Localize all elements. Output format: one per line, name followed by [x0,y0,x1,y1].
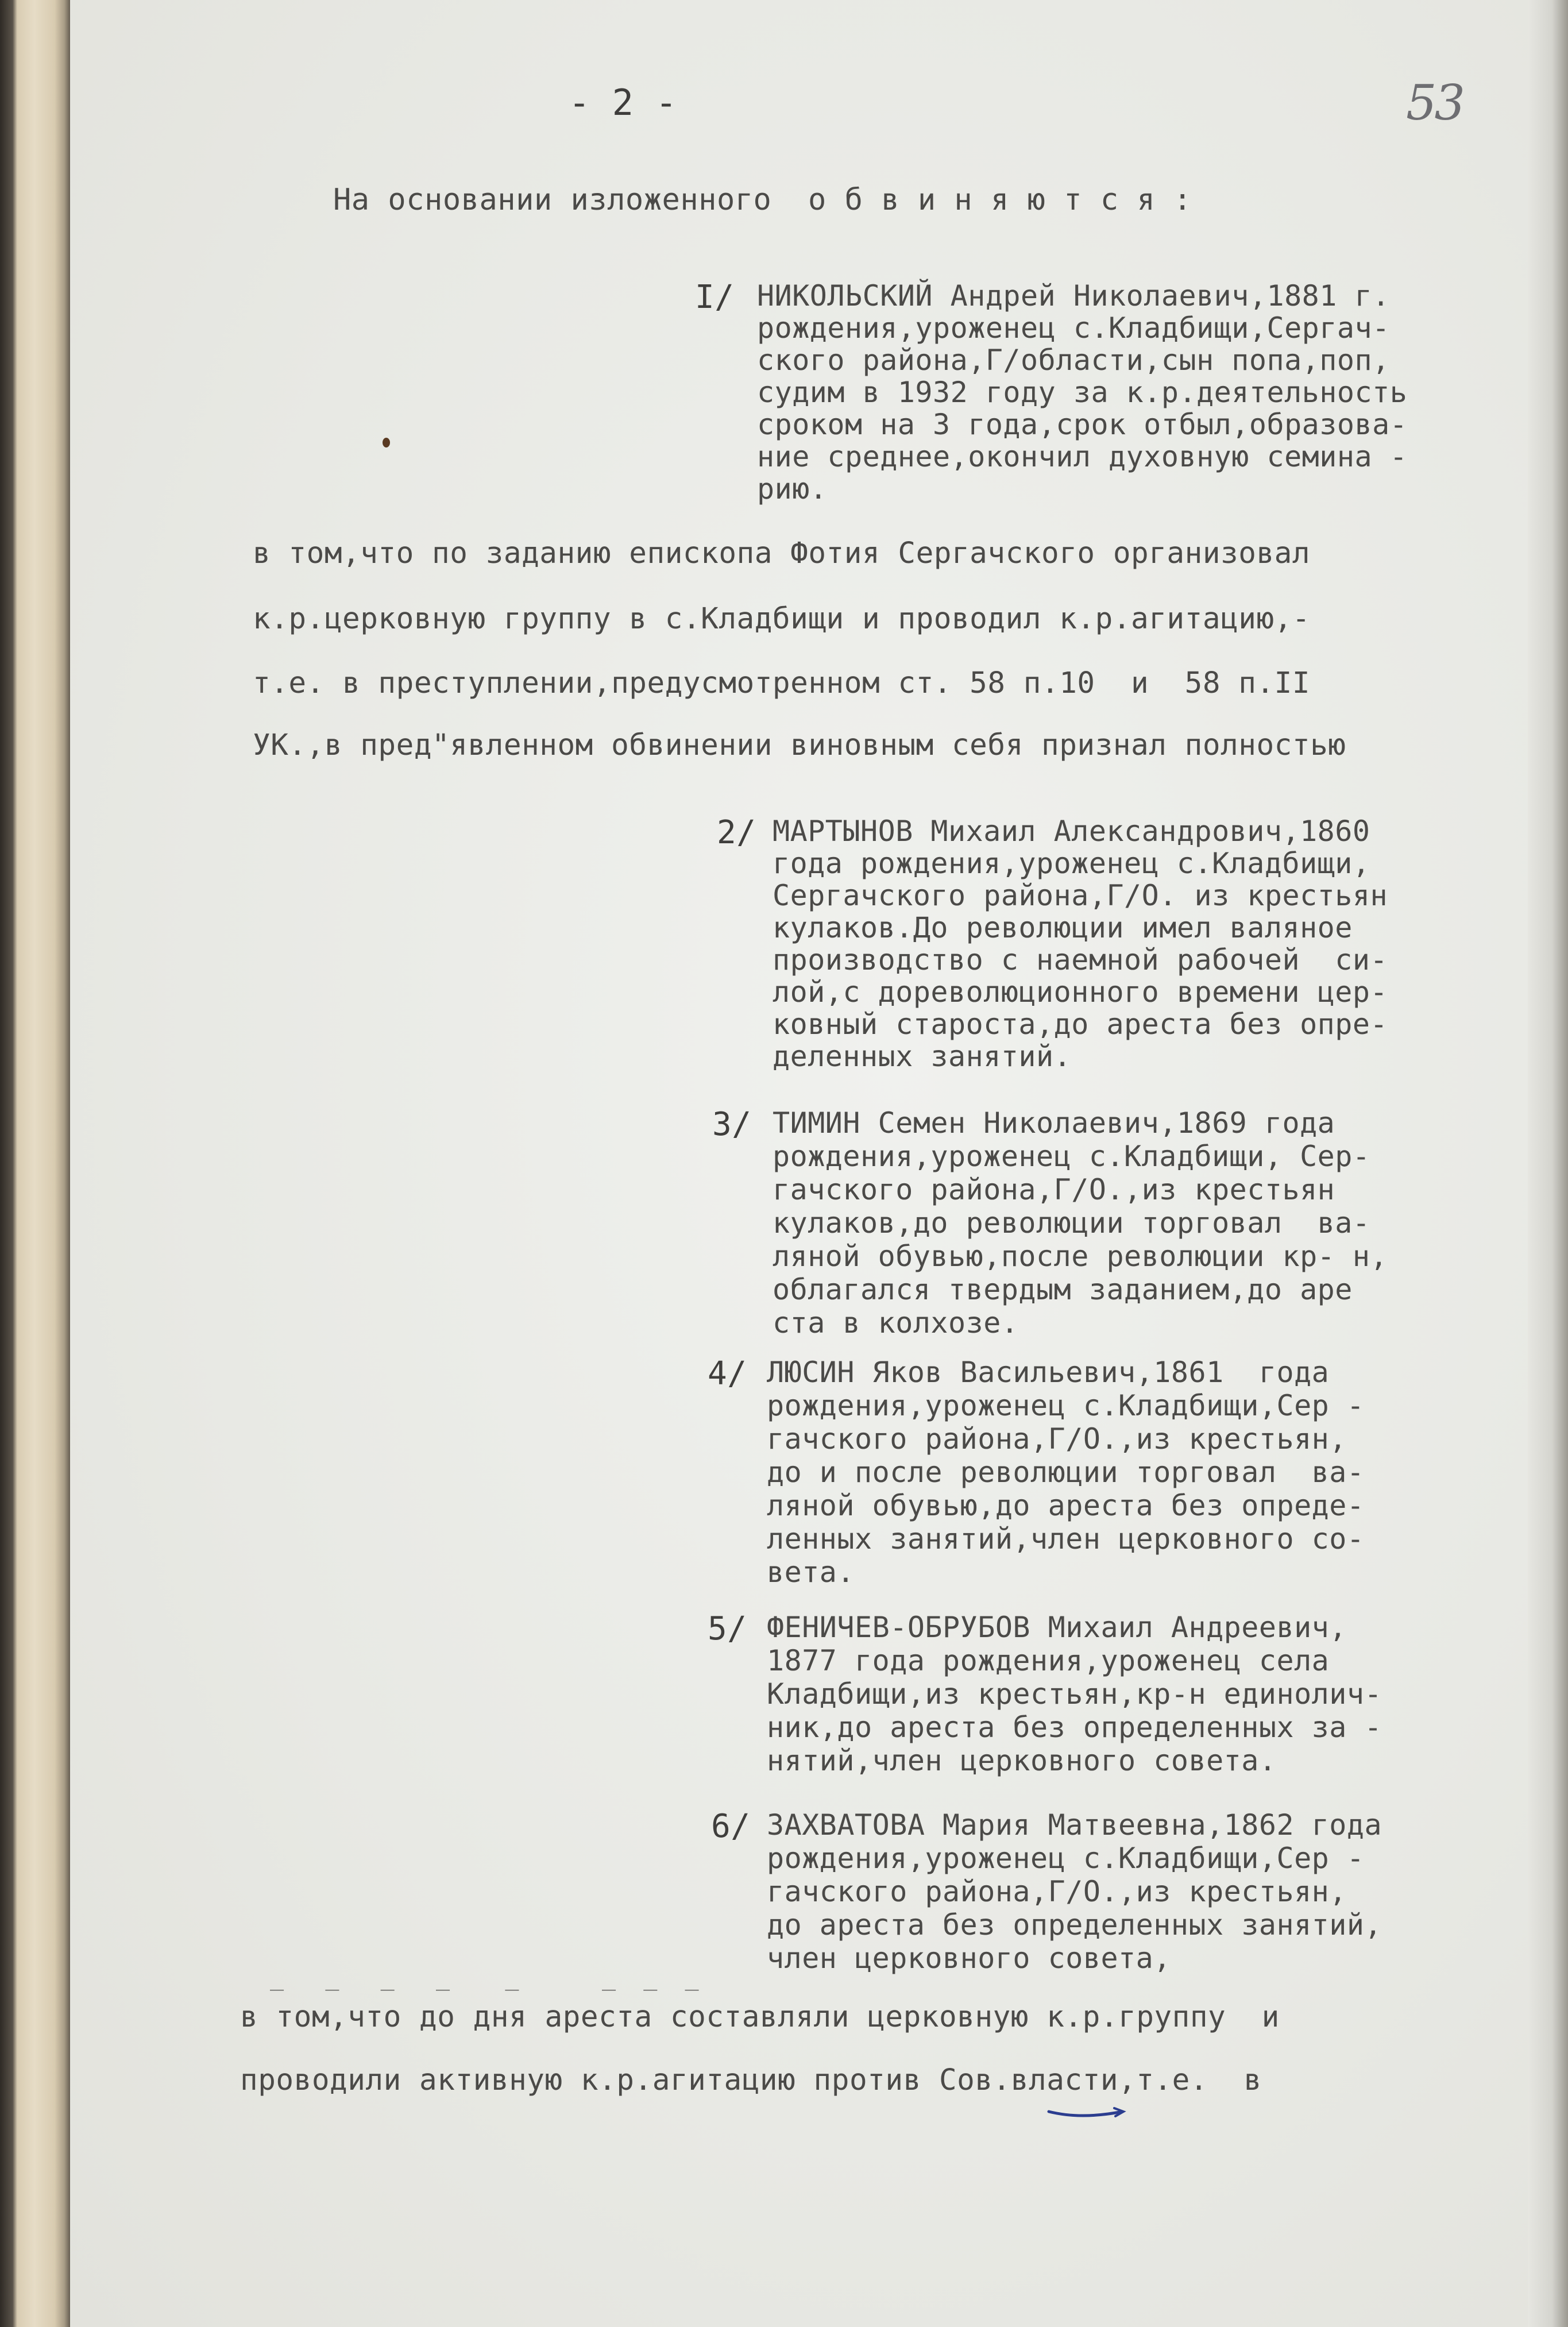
accused-line: сроком на 3 года,срок отбыл,образова- [757,408,1408,441]
archive-folio-number: 53 [1406,75,1463,131]
accused-line: член церковного совета, [767,1942,1171,1975]
charge-line: УК.,в пред"явленном обвинении виновным себя признал полностью [253,728,1346,762]
accused-line: ТИМИН Семен Николаевич,1869 года [773,1106,1335,1140]
accused-number: 6/ [711,1808,751,1845]
accused-line: Кладбищи,из крестьян,кр-н единолич- [767,1677,1382,1711]
charge-line: проводили активную к.р.агитацию против Сов.власти,т.е. в [240,2063,1262,2097]
accused-line: кулаков,до революции торговал ва- [773,1206,1370,1240]
charge-line: в том,что по заданию епископа Фотия Сергачского организовал [253,537,1311,570]
accused-line: до и после революции торговал ва- [767,1456,1365,1489]
accused-line: гачского района,Г/О.,из крестьян, [767,1875,1347,1908]
charge-line: т.е. в преступлении,предусмотренном ст. 58 п.10 и 58 п.II [253,666,1311,700]
accused-line: рию. [757,472,828,505]
accused-line: ляной обувью,после революции кр- н, [773,1240,1388,1273]
accused-line: ЗАХВАТОВА Мария Матвеевна,1862 года [767,1808,1382,1842]
accused-line: деленных занятий. [773,1040,1072,1073]
accused-line: облагался твердым заданием,до аре [773,1273,1353,1306]
accused-line: ние среднее,окончил духовную семина - [757,440,1408,473]
accused-line: рождения,уроженец с.Кладбищи, Сер- [773,1140,1370,1173]
accused-line: года рождения,уроженец с.Кладбищи, [773,847,1370,880]
blue-pencil-underline [1046,2106,1127,2122]
accused-line: Сергачского района,Г/О. из крестьян [773,879,1388,912]
accused-line: нятий,член церковного совета. [767,1744,1277,1777]
charge-line: в том,что до дня ареста составляли церковную к.р.группу и [240,2000,1280,2034]
charge-line: к.р.церковную группу в с.Кладбищи и проводил к.р.агитацию,- [253,602,1311,636]
accused-line: гачского района,Г/О.,из крестьян, [767,1422,1347,1456]
typewriter-dash-marks: _ _ _ _ _ _ _ _ [270,1965,699,1991]
accused-number: 3/ [712,1106,752,1143]
accused-number: I/ [695,279,735,316]
accused-line: ЛЮСИН Яков Васильевич,1861 года [767,1356,1330,1389]
accused-line: 1877 года рождения,уроженец села [767,1644,1330,1677]
accused-line: ковный староста,до ареста без опре- [773,1008,1388,1041]
archive-folder-edge [0,0,80,2327]
accused-line: судим в 1932 году за к.р.деятельность [757,376,1408,409]
accused-line: кулаков.До революции имел валяное [773,911,1353,944]
accused-line: вета. [767,1556,855,1589]
accused-line: гачского района,Г/О.,из крестьян [773,1173,1335,1206]
accused-line: ста в колхозе. [773,1306,1019,1340]
accused-line: НИКОЛЬСКИЙ Андрей Николаевич,1881 г. [757,279,1390,312]
ink-spot [383,438,390,447]
accused-line: рождения,уроженец с.Кладбищи,Сергач- [757,311,1390,345]
intro-line: На основании изложенного о б в и н я ю т с я : [333,183,1192,217]
accused-line: рождения,уроженец с.Кладбищи,Сер - [767,1842,1365,1875]
accused-line: ляной обувью,до ареста без опреде- [767,1489,1365,1522]
page-number: - 2 - [569,82,678,124]
accused-number: 4/ [708,1355,747,1392]
accused-line: ского района,Г/области,сын попа,поп, [757,344,1390,377]
accused-line: производство с наемной рабочей си- [773,943,1388,977]
accused-number: 5/ [708,1610,747,1647]
accused-line: ФЕНИЧЕВ-ОБРУБОВ Михаил Андреевич, [767,1611,1347,1644]
page-edge-shadow [1528,0,1568,2327]
accused-line: рождения,уроженец с.Кладбищи,Сер - [767,1389,1365,1422]
accused-line: МАРТЫНОВ Михаил Александрович,1860 [773,815,1370,848]
accused-line: ник,до ареста без определенных за - [767,1711,1382,1744]
accused-line: ленных занятий,член церковного со- [767,1522,1365,1556]
accused-line: до ареста без определенных занятий, [767,1908,1382,1942]
accused-line: лой,с дореволюционного времени цер- [773,975,1388,1009]
accused-number: 2/ [717,814,756,851]
